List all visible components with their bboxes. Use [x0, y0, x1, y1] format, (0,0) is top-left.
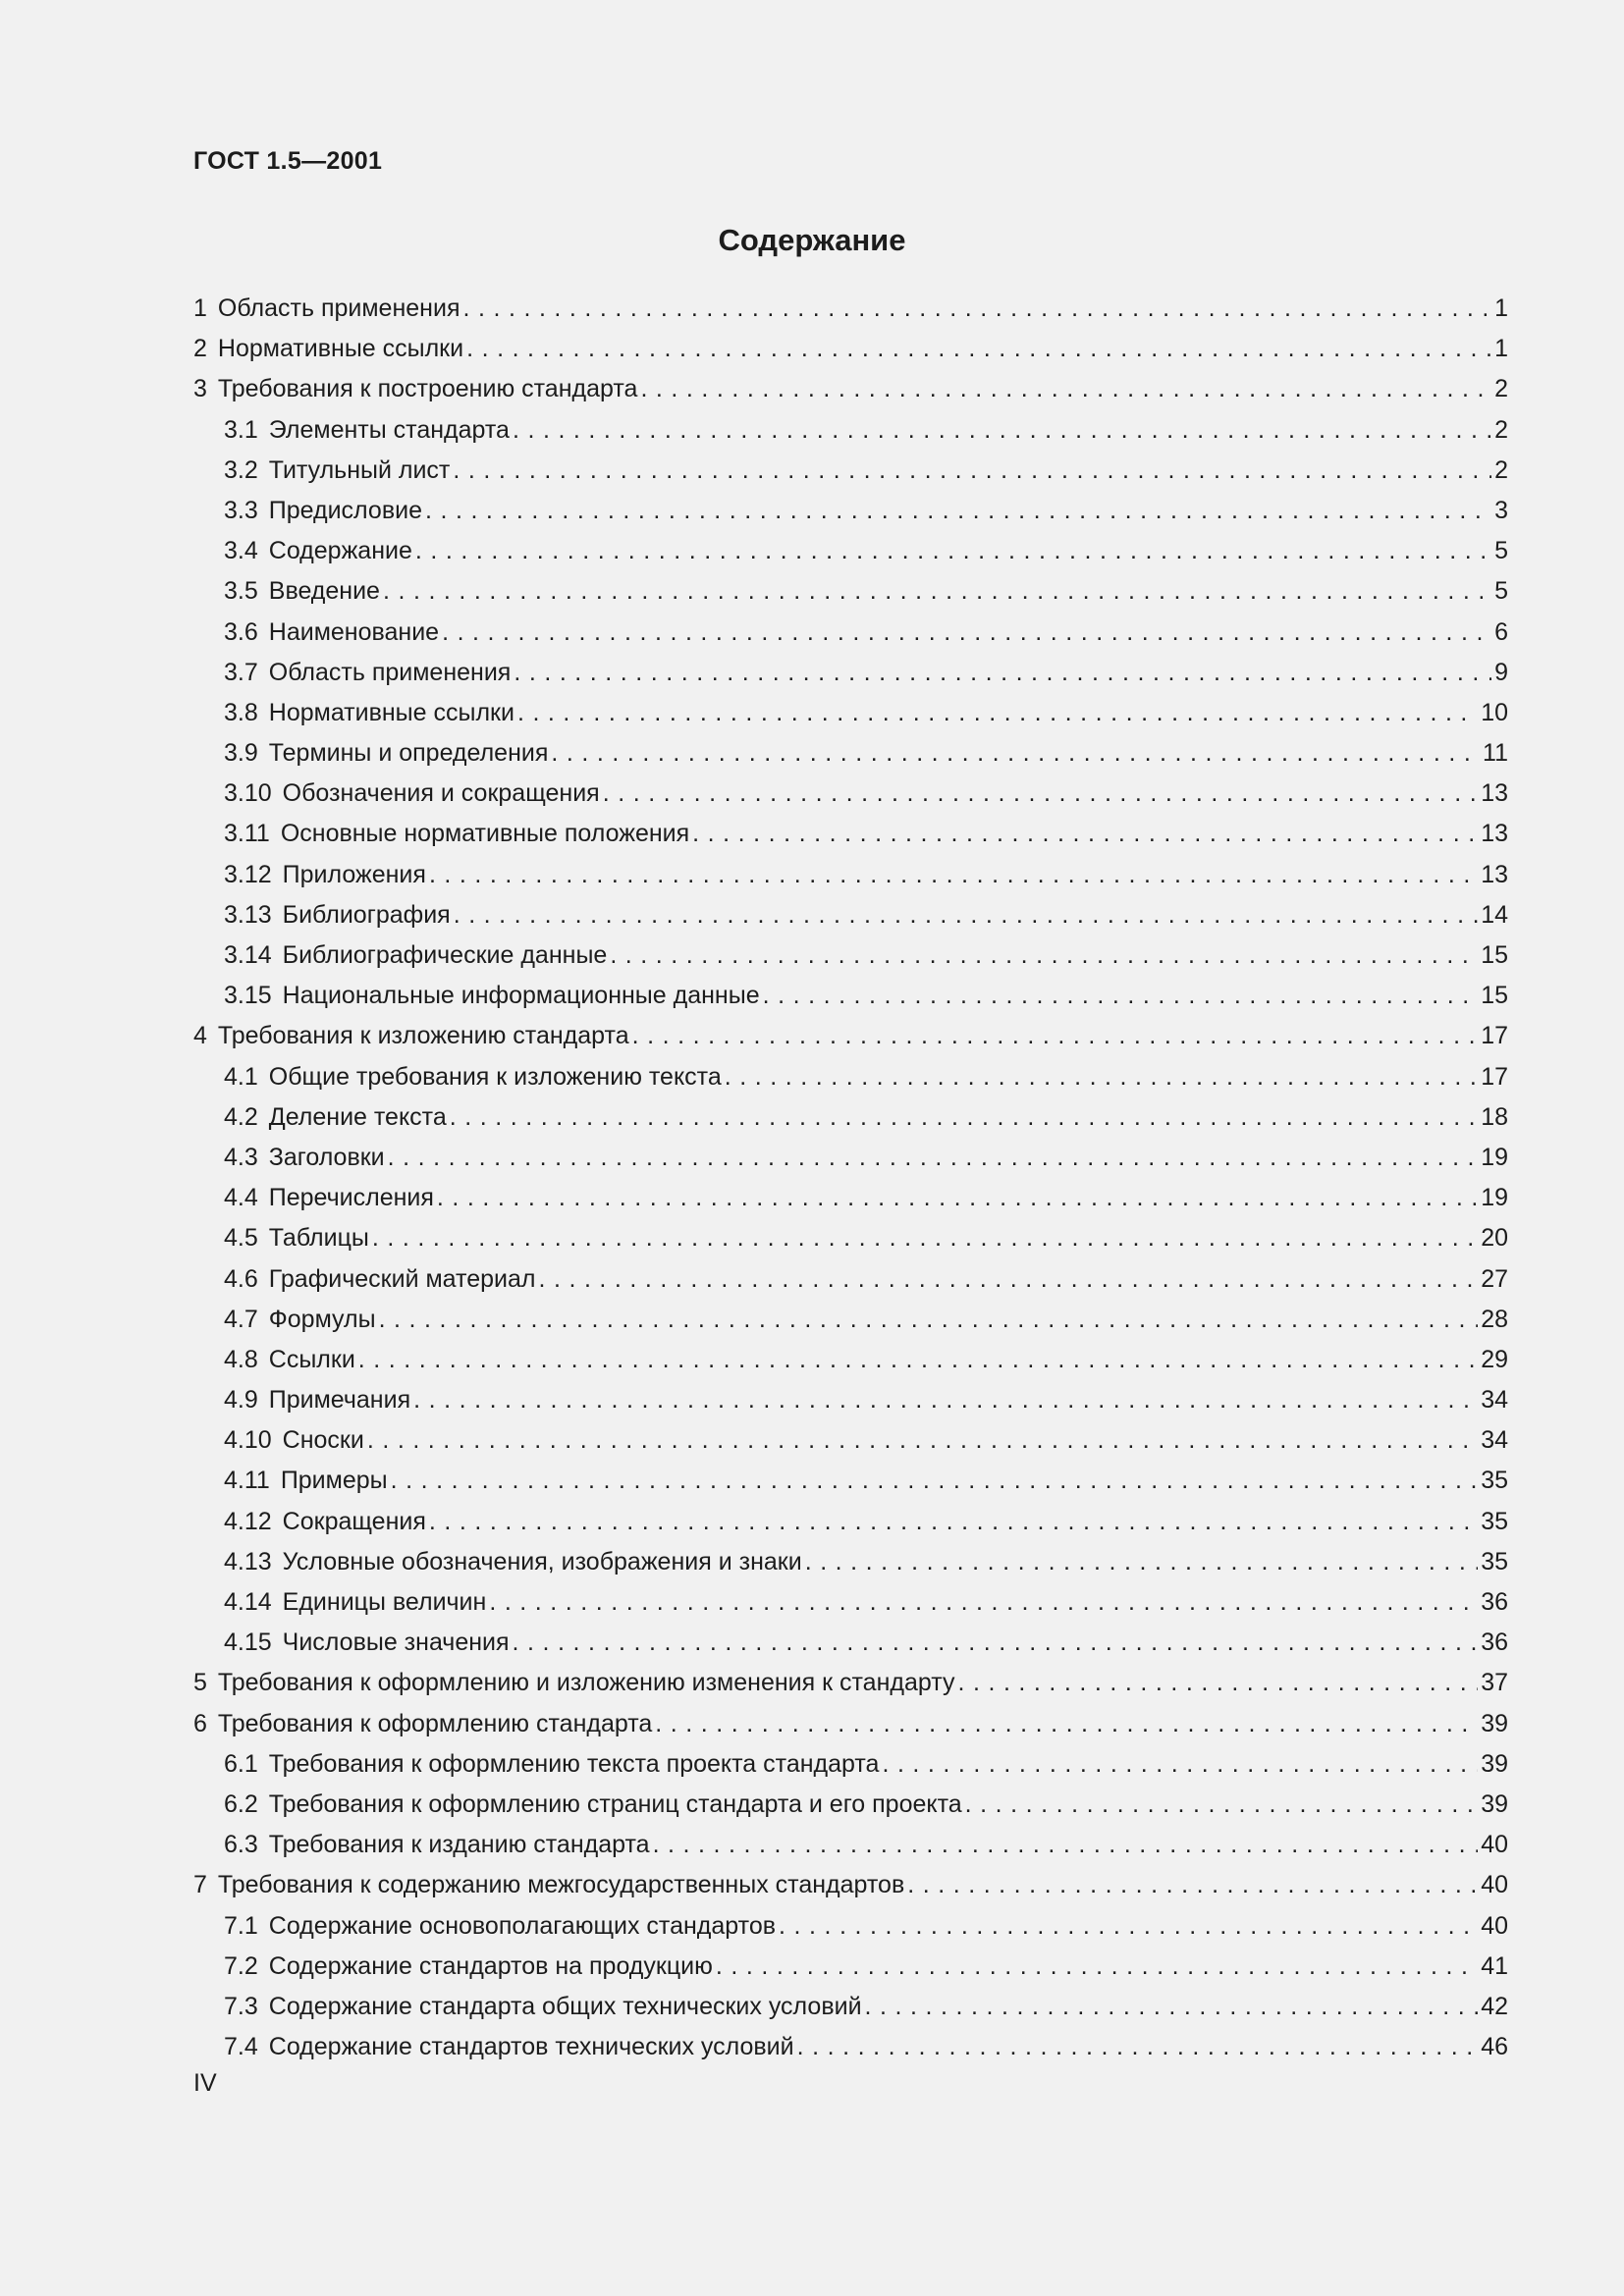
toc-entry-title: Единицы величин [282, 1588, 487, 1616]
toc-dot-leader [517, 693, 1478, 733]
toc-entry-page: 46 [1481, 2033, 1508, 2061]
toc-entry-number: 3.7 [224, 658, 258, 686]
toc-entry-title: Формулы [268, 1305, 376, 1333]
toc-entry-page: 19 [1481, 1143, 1508, 1171]
toc-entry-number: 3.15 [224, 982, 272, 1010]
toc-entry-page: 1 [1494, 335, 1508, 363]
toc-entry-page: 5 [1494, 577, 1508, 606]
toc-entry-3-10[interactable] [193, 774, 1508, 814]
toc-entry-number: 4.13 [224, 1547, 272, 1575]
toc-entry-title: Требования к оформлению текста проекта стандарта [268, 1749, 880, 1778]
toc-dot-leader [865, 1987, 1479, 2027]
toc-entry-page: 40 [1481, 1831, 1508, 1859]
toc-dot-leader [653, 1825, 1479, 1865]
toc-entry-title: Сокращения [282, 1507, 426, 1535]
toc-entry-page: 11 [1483, 739, 1508, 768]
toc-entry-title: Содержание стандартов на продукцию [268, 1951, 713, 1980]
toc-entry-page: 17 [1481, 1022, 1508, 1050]
toc-entry-number: 6 [193, 1709, 207, 1737]
toc-entry-title: Содержание [268, 537, 412, 565]
toc-entry-title: Перечисления [268, 1184, 434, 1212]
toc-dot-leader [513, 410, 1491, 451]
toc-entry-6[interactable] [193, 1704, 1508, 1744]
toc-entry-number: 3.6 [224, 617, 258, 646]
toc-dot-leader [358, 1340, 1478, 1380]
toc-entry-page: 39 [1481, 1709, 1508, 1737]
toc-entry-number: 3.4 [224, 537, 258, 565]
toc-entry-page: 13 [1481, 820, 1508, 848]
toc-entry-page: 29 [1481, 1345, 1508, 1373]
toc-entry-title: Национальные информационные данные [282, 982, 760, 1010]
toc-entry-4-14[interactable] [193, 1582, 1508, 1623]
toc-entry-page: 6 [1494, 617, 1508, 646]
toc-entry-number: 4.8 [224, 1345, 258, 1373]
toc-entry-number: 3.11 [224, 820, 270, 848]
toc-entry-6-2[interactable] [193, 1785, 1508, 1825]
toc-entry-number: 1 [193, 294, 207, 322]
toc-entry-title: Примеры [280, 1467, 388, 1495]
toc-entry-title: Область применения [217, 294, 460, 322]
toc-entry-page: 10 [1481, 698, 1508, 726]
toc-entry-3-2[interactable] [193, 451, 1508, 491]
toc-dot-leader [551, 733, 1480, 774]
toc-entry-number: 4.6 [224, 1264, 258, 1293]
toc-entry-page: 39 [1481, 1789, 1508, 1818]
toc-entry-page: 3 [1494, 496, 1508, 524]
toc-dot-leader [379, 1300, 1479, 1340]
toc-entry-number: 7 [193, 1871, 207, 1899]
toc-dot-leader [450, 1097, 1478, 1138]
toc-entry-4-1[interactable] [193, 1057, 1508, 1097]
toc-entry-title: Содержание стандартов технических условий [268, 2033, 794, 2061]
toc-entry-page: 9 [1494, 658, 1508, 686]
toc-dot-leader [454, 895, 1478, 935]
toc-dot-leader [466, 329, 1491, 369]
toc-entry-title: Содержание стандарта общих технических условий [268, 1992, 862, 2020]
toc-entry-2[interactable] [193, 329, 1508, 369]
toc-entry-number: 6.1 [224, 1749, 258, 1778]
toc-dot-leader [538, 1259, 1478, 1300]
toc-dot-leader [513, 1623, 1479, 1663]
toc-entry-title: Графический материал [268, 1264, 536, 1293]
toc-dot-leader [383, 571, 1491, 612]
toc-entry-5[interactable] [193, 1663, 1508, 1703]
toc-entry-number: 4.11 [224, 1467, 270, 1495]
toc-dot-leader [779, 1906, 1478, 1947]
toc-entry-4-5[interactable] [193, 1218, 1508, 1258]
toc-entry-number: 3.13 [224, 900, 272, 929]
toc-entry-title: Требования к построению стандарта [217, 375, 638, 403]
toc-entry-page: 40 [1481, 1911, 1508, 1940]
toc-entry-number: 5 [193, 1669, 207, 1697]
toc-entry-title: Общие требования к изложению текста [268, 1062, 722, 1091]
toc-entry-title: Ссылки [268, 1345, 355, 1373]
toc-entry-4-9[interactable] [193, 1380, 1508, 1420]
toc-entry-4-6[interactable] [193, 1259, 1508, 1300]
toc-dot-leader [453, 451, 1491, 491]
toc-entry-3-15[interactable] [193, 976, 1508, 1016]
toc-entry-3-13[interactable] [193, 895, 1508, 935]
toc-dot-leader [763, 976, 1479, 1016]
toc-entry-title: Библиографические данные [282, 941, 608, 969]
toc-entry-1[interactable] [193, 289, 1508, 329]
toc-entry-title: Деление текста [268, 1102, 447, 1131]
toc-entry-page: 2 [1494, 455, 1508, 484]
toc-entry-number: 3.12 [224, 860, 272, 888]
toc-entry-3-5[interactable] [193, 571, 1508, 612]
toc-entry-title: Приложения [282, 860, 426, 888]
toc-entry-title: Заголовки [268, 1143, 385, 1171]
toc-entry-title: Примечания [268, 1386, 411, 1415]
toc-dot-leader [514, 653, 1491, 693]
toc-entry-number: 4.7 [224, 1305, 258, 1333]
toc-entry-number: 4.2 [224, 1102, 258, 1131]
toc-entry-number: 4.3 [224, 1143, 258, 1171]
toc-entry-page: 40 [1481, 1871, 1508, 1899]
toc-entry-page: 19 [1481, 1184, 1508, 1212]
toc-entry-page: 42 [1481, 1992, 1508, 2020]
toc-entry-page: 17 [1481, 1062, 1508, 1091]
toc-entry-title: Предисловие [268, 496, 422, 524]
toc-entry-page: 39 [1481, 1749, 1508, 1778]
toc-entry-number: 3.14 [224, 941, 272, 969]
toc-entry-title: Требования к оформлению стандарта [217, 1709, 653, 1737]
toc-entry-title: Нормативные ссылки [217, 335, 464, 363]
toc-entry-4-3[interactable] [193, 1138, 1508, 1178]
toc-entry-3-14[interactable] [193, 935, 1508, 976]
toc-entry-title: Нормативные ссылки [268, 698, 514, 726]
toc-entry-4-13[interactable] [193, 1542, 1508, 1582]
toc-entry-4-15[interactable] [193, 1623, 1508, 1663]
toc-entry-page: 15 [1481, 941, 1508, 969]
toc-entry-title: Введение [268, 577, 380, 606]
toc-dot-leader [610, 935, 1478, 976]
toc-entry-page: 13 [1481, 779, 1508, 808]
document-code: ГОСТ 1.5—2001 [193, 147, 383, 175]
toc-entry-4-10[interactable] [193, 1420, 1508, 1461]
toc-entry-6-3[interactable] [193, 1825, 1508, 1865]
toc-dot-leader [429, 1502, 1478, 1542]
toc-dot-leader [907, 1865, 1478, 1905]
toc-dot-leader [489, 1582, 1478, 1623]
toc-entry-4[interactable] [193, 1016, 1508, 1056]
toc-title: Содержание [718, 223, 906, 257]
toc-entry-3-7[interactable] [193, 653, 1508, 693]
toc-entry-3-12[interactable] [193, 855, 1508, 895]
toc-entry-number: 2 [193, 335, 207, 363]
toc-entry-7-2[interactable] [193, 1947, 1508, 1987]
toc-entry-3-6[interactable] [193, 613, 1508, 653]
toc-entry-page: 36 [1481, 1588, 1508, 1616]
toc-entry-number: 4.12 [224, 1507, 272, 1535]
toc-entry-title: Требования к изданию стандарта [268, 1831, 650, 1859]
toc-entry-4-12[interactable] [193, 1502, 1508, 1542]
toc-entry-title: Элементы стандарта [268, 415, 510, 444]
toc-entry-7-3[interactable] [193, 1987, 1508, 2027]
table-of-contents [193, 289, 1508, 2067]
toc-entry-title: Требования к содержанию межгосударственных стандартов [217, 1871, 905, 1899]
toc-entry-4-11[interactable] [193, 1461, 1508, 1501]
toc-dot-leader [425, 491, 1491, 531]
toc-entry-page: 5 [1494, 537, 1508, 565]
toc-entry-page: 37 [1481, 1669, 1508, 1697]
toc-entry-page: 35 [1481, 1547, 1508, 1575]
toc-entry-number: 4.10 [224, 1426, 272, 1455]
toc-entry-title: Таблицы [268, 1224, 369, 1253]
toc-entry-3-4[interactable] [193, 531, 1508, 571]
toc-entry-page: 36 [1481, 1629, 1508, 1657]
toc-entry-number: 4.15 [224, 1629, 272, 1657]
toc-entry-number: 4.14 [224, 1588, 272, 1616]
toc-entry-title: Титульный лист [268, 455, 451, 484]
toc-dot-leader [413, 1380, 1478, 1420]
toc-entry-title: Требования к изложению стандарта [217, 1022, 629, 1050]
toc-entry-number: 4.9 [224, 1386, 258, 1415]
toc-entry-number: 4.1 [224, 1062, 258, 1091]
toc-entry-3-3[interactable] [193, 491, 1508, 531]
toc-entry-number: 3.2 [224, 455, 258, 484]
toc-dot-leader [716, 1947, 1478, 1987]
toc-entry-title: Термины и определения [268, 739, 549, 768]
toc-entry-title: Область применения [268, 658, 512, 686]
toc-dot-leader [367, 1420, 1478, 1461]
toc-dot-leader [462, 289, 1491, 329]
toc-dot-leader [603, 774, 1478, 814]
toc-entry-title: Сноски [282, 1426, 364, 1455]
toc-entry-page: 15 [1481, 982, 1508, 1010]
toc-entry-page: 14 [1481, 900, 1508, 929]
toc-entry-3-1[interactable] [193, 410, 1508, 451]
toc-entry-number: 6.2 [224, 1789, 258, 1818]
toc-dot-leader [429, 855, 1478, 895]
toc-entry-title: Условные обозначения, изображения и знаки [282, 1547, 802, 1575]
toc-dot-leader [797, 2027, 1479, 2067]
toc-entry-4-4[interactable] [193, 1178, 1508, 1218]
toc-entry-4-8[interactable] [193, 1340, 1508, 1380]
toc-dot-leader [957, 1663, 1478, 1703]
toc-entry-number: 7.3 [224, 1992, 258, 2020]
toc-entry-page: 20 [1481, 1224, 1508, 1253]
toc-dot-leader [882, 1744, 1478, 1785]
toc-dot-leader [655, 1704, 1478, 1744]
toc-entry-number: 3.10 [224, 779, 272, 808]
toc-entry-page: 13 [1481, 860, 1508, 888]
toc-entry-6-1[interactable] [193, 1744, 1508, 1785]
toc-entry-page: 1 [1494, 294, 1508, 322]
toc-entry-page: 2 [1494, 375, 1508, 403]
toc-entry-number: 3.3 [224, 496, 258, 524]
toc-entry-number: 4 [193, 1022, 207, 1050]
toc-entry-number: 7.4 [224, 2033, 258, 2061]
toc-entry-number: 3.5 [224, 577, 258, 606]
toc-dot-leader [415, 531, 1491, 571]
toc-entry-number: 3 [193, 375, 207, 403]
toc-entry-number: 7.1 [224, 1911, 258, 1940]
toc-entry-7[interactable] [193, 1865, 1508, 1905]
toc-entry-page: 18 [1481, 1102, 1508, 1131]
toc-dot-leader [692, 814, 1478, 854]
toc-entry-title: Требования к оформлению и изложению изменения к стандарту [217, 1669, 955, 1697]
toc-entry-page: 2 [1494, 415, 1508, 444]
toc-entry-number: 3.9 [224, 739, 258, 768]
toc-entry-7-4[interactable] [193, 2027, 1508, 2067]
toc-entry-4-7[interactable] [193, 1300, 1508, 1340]
toc-entry-3-11[interactable] [193, 814, 1508, 854]
toc-dot-leader [437, 1178, 1478, 1218]
toc-entry-3-8[interactable] [193, 693, 1508, 733]
toc-entry-7-1[interactable] [193, 1906, 1508, 1947]
page-number: IV [193, 2069, 217, 2097]
toc-entry-title: Обозначения и сокращения [282, 779, 600, 808]
toc-dot-leader [965, 1785, 1479, 1825]
toc-entry-title: Содержание основополагающих стандартов [268, 1911, 777, 1940]
toc-dot-leader [388, 1138, 1479, 1178]
toc-dot-leader [391, 1461, 1479, 1501]
toc-entry-title: Наименование [268, 617, 440, 646]
toc-entry-number: 3.8 [224, 698, 258, 726]
toc-dot-leader [632, 1016, 1479, 1056]
toc-entry-title: Основные нормативные положения [280, 820, 690, 848]
toc-entry-3[interactable] [193, 369, 1508, 409]
toc-entry-title: Библиография [282, 900, 451, 929]
toc-entry-page: 34 [1481, 1386, 1508, 1415]
toc-entry-4-2[interactable] [193, 1097, 1508, 1138]
toc-entry-page: 28 [1481, 1305, 1508, 1333]
toc-entry-title: Числовые значения [282, 1629, 510, 1657]
toc-entry-number: 7.2 [224, 1951, 258, 1980]
toc-dot-leader [805, 1542, 1478, 1582]
toc-entry-title: Требования к оформлению страниц стандарта и его проекта [268, 1789, 962, 1818]
toc-dot-leader [442, 613, 1491, 653]
toc-entry-page: 35 [1481, 1507, 1508, 1535]
toc-entry-number: 4.4 [224, 1184, 258, 1212]
toc-entry-page: 41 [1481, 1951, 1508, 1980]
toc-entry-page: 27 [1481, 1264, 1508, 1293]
toc-dot-leader [640, 369, 1491, 409]
toc-entry-3-9[interactable] [193, 733, 1508, 774]
toc-entry-number: 6.3 [224, 1831, 258, 1859]
toc-entry-number: 3.1 [224, 415, 258, 444]
toc-entry-page: 34 [1481, 1426, 1508, 1455]
toc-entry-page: 35 [1481, 1467, 1508, 1495]
toc-dot-leader [725, 1057, 1478, 1097]
toc-entry-number: 4.5 [224, 1224, 258, 1253]
toc-dot-leader [372, 1218, 1478, 1258]
